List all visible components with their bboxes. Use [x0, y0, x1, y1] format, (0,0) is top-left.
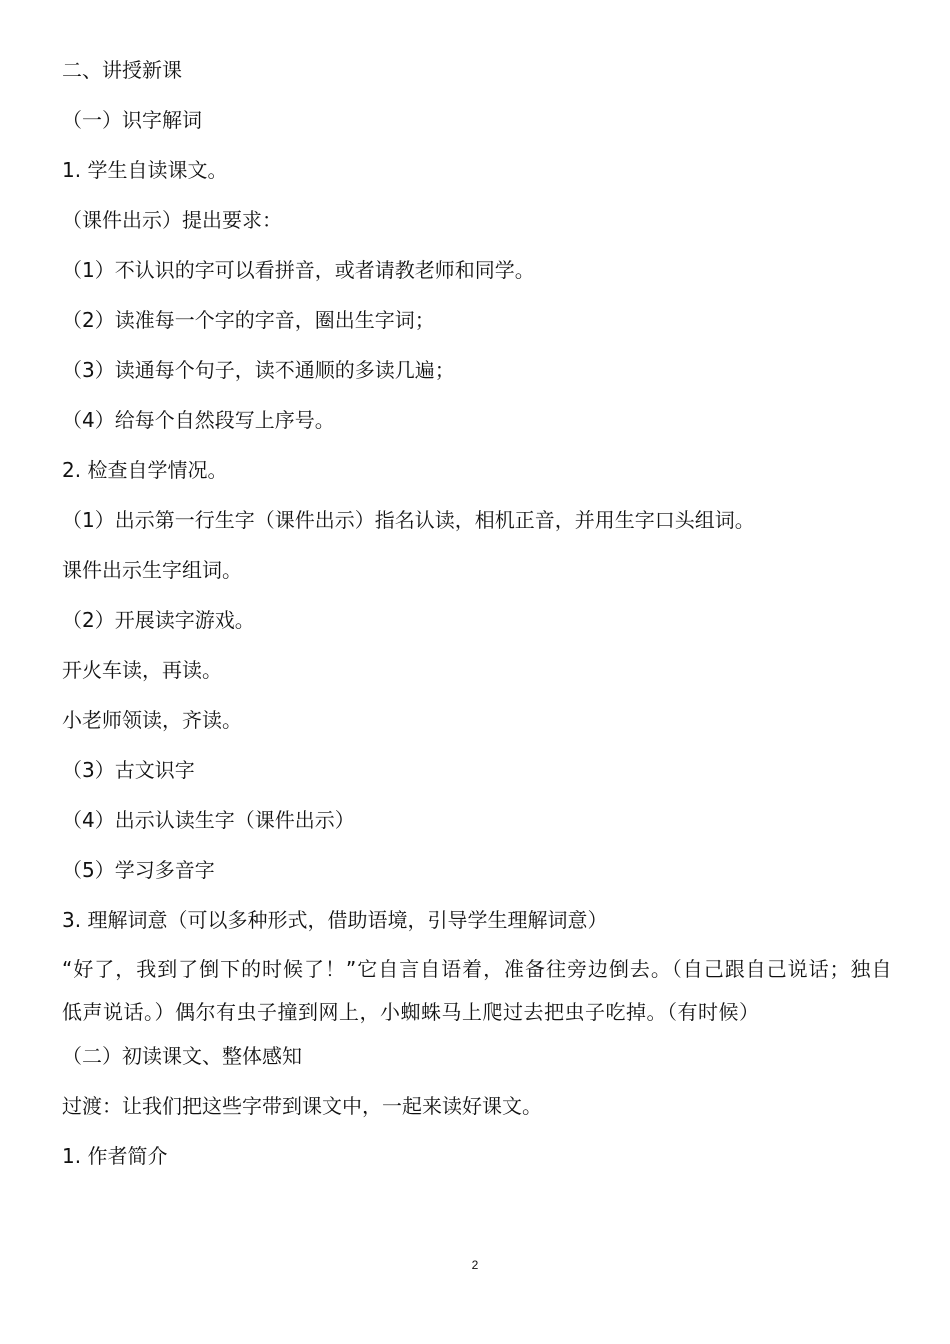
subsection-heading: （一）识字解词: [62, 108, 202, 132]
requirement-item: （4）给每个自然段写上序号。: [62, 408, 335, 432]
requirement-item: （3）读通每个句子，读不通顺的多读几遍；: [62, 358, 455, 382]
subsection-heading: （二）初读课文、整体感知: [62, 1044, 302, 1068]
activity-item: （4）出示认读生字（课件出示）: [62, 808, 355, 832]
text-line: 小老师领读，齐读。: [62, 708, 242, 732]
activity-item: （1）出示第一行生字（课件出示）指名认读，相机正音，并用生字口头组词。: [62, 508, 755, 532]
text-line: 课件出示生字组词。: [62, 558, 242, 582]
step-item: 3. 理解词意（可以多种形式，借助语境，引导学生理解词意）: [62, 908, 608, 932]
example-paragraph: “好了，我到了倒下的时候了！”它自言自语着，准备往旁边倒去。（自己跟自己说话；独自低声说话。）偶尔有虫子撞到网上，小蜘蛛马上爬过去把虫子吃掉。（有时候）: [62, 957, 892, 1024]
activity-item: （5）学习多音字: [62, 858, 215, 882]
step-item: 1. 作者简介: [62, 1144, 168, 1168]
text-line: 过渡：让我们把这些字带到课文中，一起来读好课文。: [62, 1094, 542, 1118]
requirement-item: （1）不认识的字可以看拼音，或者请教老师和同学。: [62, 258, 535, 282]
document-page: [62, 56, 892, 1192]
page-number: 2: [471, 1258, 479, 1272]
text-line: 开火车读，再读。: [62, 658, 222, 682]
text-line: （课件出示）提出要求：: [62, 208, 282, 232]
step-item: 1. 学生自读课文。: [62, 158, 228, 182]
step-item: 2. 检查自学情况。: [62, 458, 228, 482]
activity-item: （2）开展读字游戏。: [62, 608, 255, 632]
requirement-item: （2）读准每一个字的字音，圈出生字词；: [62, 308, 435, 332]
activity-item: （3）古文识字: [62, 758, 195, 782]
section-heading: 二、讲授新课: [62, 58, 182, 82]
